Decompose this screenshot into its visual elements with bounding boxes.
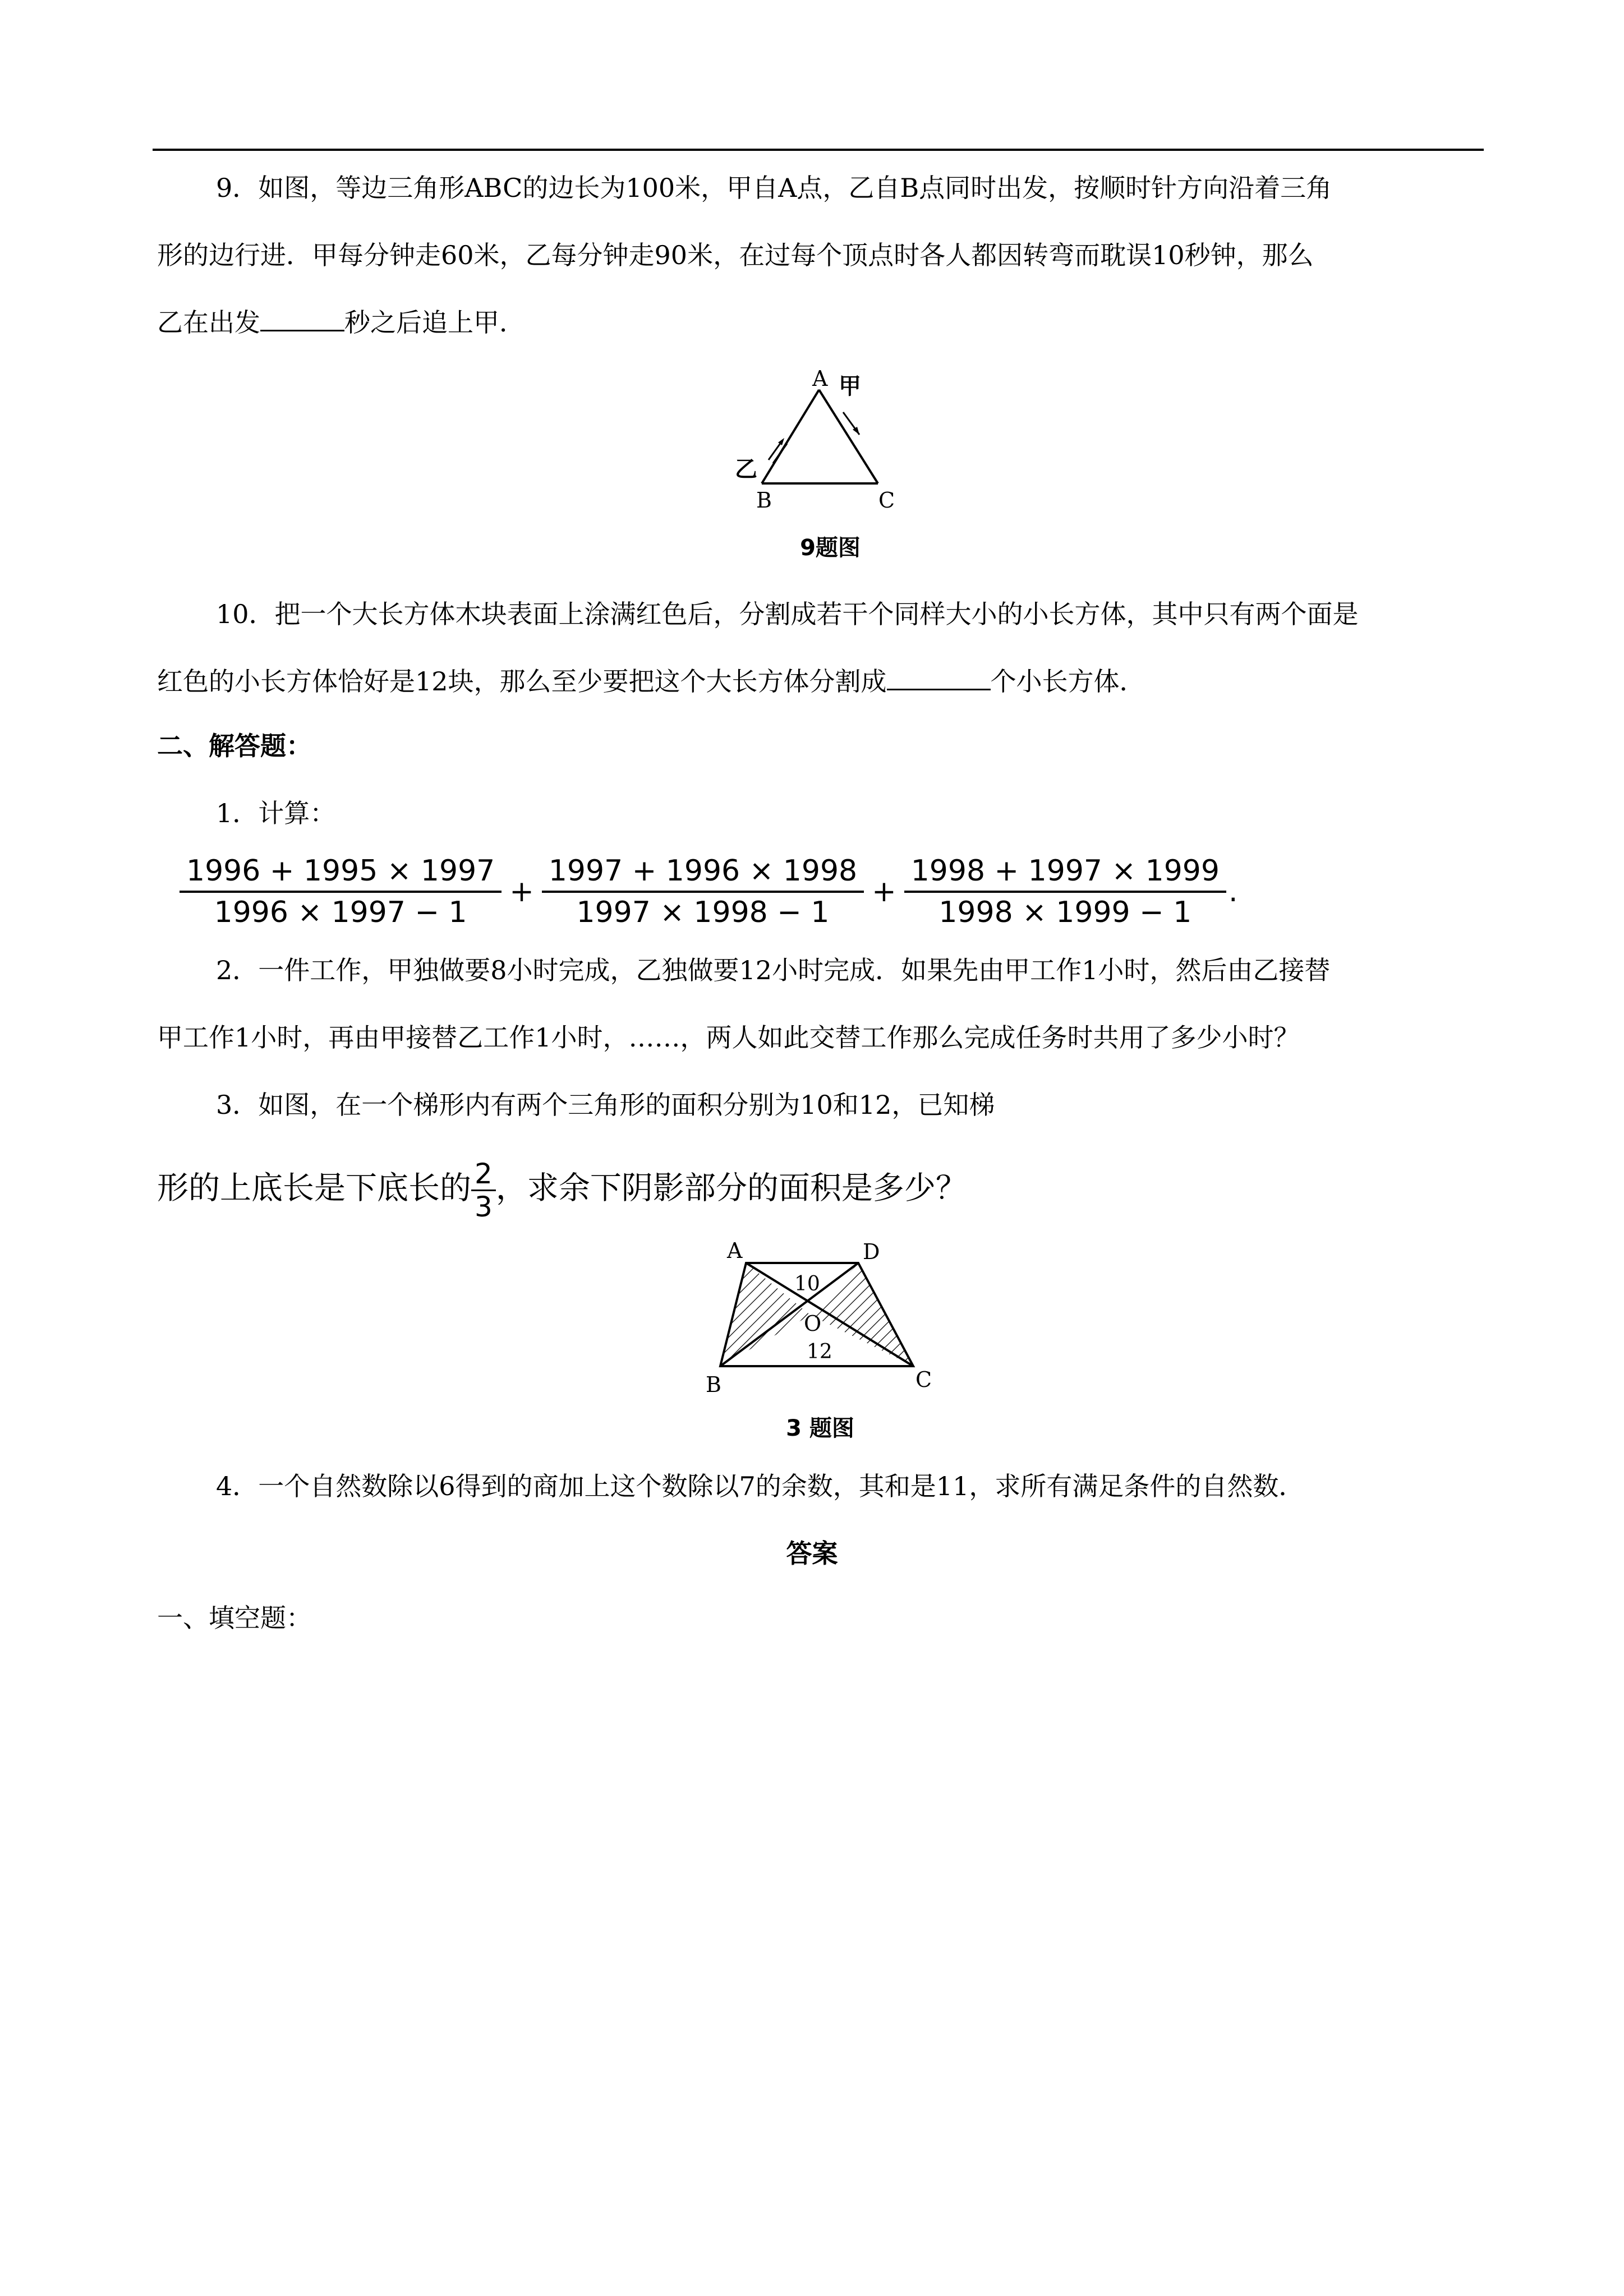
fraction-denominator: 1998 × 1999 − 1 xyxy=(938,896,1192,929)
q9-label-yi: 乙 xyxy=(735,457,757,482)
p1-title: 1．计算： xyxy=(216,798,336,828)
p3-area-bottom: 12 xyxy=(807,1340,832,1363)
p3-label-c: C xyxy=(915,1367,932,1392)
q9-triangle-figure xyxy=(712,365,914,522)
p4-line1: 4．一个自然数除以6得到的商加上这个数除以7的余数，其和是11，求所有满足条件的自然数． xyxy=(216,1471,1305,1501)
q10-line1: 10．把一个大长方体木块表面上涂满红色后，分割成若干个同样大小的小长方体，其中只有两个面是 xyxy=(216,599,1359,629)
q9-label-jia: 甲 xyxy=(839,374,861,399)
fraction-numerator: 1998 + 1997 × 1999 xyxy=(904,851,1226,893)
p1-fraction-1 xyxy=(180,851,502,932)
q9-figure-caption: 9题图 xyxy=(800,535,861,561)
header-rule xyxy=(153,149,1484,151)
p3-trapezoid-figure xyxy=(696,1237,942,1399)
p3-line2-pre: 形的上底长是下底长的 xyxy=(157,1170,471,1207)
p1-expression xyxy=(180,851,1240,932)
q9-line3-post: 秒之后追上甲． xyxy=(344,307,525,338)
p3-label-b: B xyxy=(706,1372,721,1397)
q9-line3 xyxy=(157,306,525,339)
q9-answer-blank xyxy=(260,307,344,331)
answers-section1: 一、填空题： xyxy=(157,1603,312,1633)
fraction-numerator: 2 xyxy=(471,1158,496,1191)
plus-sign: + xyxy=(509,875,534,909)
q10-answer-blank xyxy=(887,666,991,690)
q10-line2 xyxy=(157,665,1145,698)
triangle-side-ac xyxy=(819,390,878,483)
fraction-denominator: 1997 × 1998 − 1 xyxy=(576,896,830,929)
q9-line2: 形的边行进．甲每分钟走60米，乙每分钟走90米，在过每个顶点时各人都因转弯而耽误10秒钟，那么 xyxy=(157,240,1314,270)
p1-fraction-2 xyxy=(542,851,864,932)
p3-label-a: A xyxy=(727,1238,743,1263)
fraction-numerator: 1996 + 1995 × 1997 xyxy=(180,851,502,893)
fraction-numerator: 1997 + 1996 × 1998 xyxy=(542,851,864,893)
fraction-denominator: 1996 × 1997 − 1 xyxy=(214,896,467,929)
expression-end: . xyxy=(1228,875,1238,909)
answers-title: 答案 xyxy=(786,1538,838,1569)
yi-arrow-2 xyxy=(773,444,787,463)
p3-line1: 3．如图，在一个梯形内有两个三角形的面积分别为10和12，已知梯 xyxy=(216,1090,995,1120)
section2-title: 二、解答题： xyxy=(157,731,312,761)
p3-area-top: 10 xyxy=(794,1273,820,1295)
p3-fraction xyxy=(471,1158,496,1223)
p1-fraction-3 xyxy=(904,851,1226,932)
plus-sign: + xyxy=(872,875,896,909)
q10-line2-pre: 红色的小长方体恰好是12块，那么至少要把这个大长方体分割成 xyxy=(157,666,887,697)
p3-figure-caption: 3 题图 xyxy=(786,1416,854,1441)
fraction-denominator: 3 xyxy=(475,1191,493,1223)
p2-line1: 2．一件工作，甲独做要8小时完成，乙独做要12小时完成．如果先由甲工作1小时，然后由乙接替 xyxy=(216,955,1331,985)
q10-line2-post: 个小长方体． xyxy=(990,666,1145,697)
triangle-side-ab xyxy=(762,390,819,483)
p3-label-d: D xyxy=(863,1239,880,1264)
q9-line1: 9．如图，等边三角形ABC的边长为100米，甲自A点，乙自B点同时出发，按顺时针方向沿着三角 xyxy=(216,173,1332,203)
p3-label-o: O xyxy=(804,1311,822,1336)
p3-line2 xyxy=(157,1158,967,1223)
p3-line2-post: ，求余下阴影部分的面积是多少？ xyxy=(495,1170,967,1207)
p2-line2: 甲工作1小时，再由甲接替乙工作1小时，……，两人如此交替工作那么完成任务时共用了多少小时？ xyxy=(157,1022,1300,1053)
q9-label-a: A xyxy=(812,366,828,391)
q9-label-b: B xyxy=(756,488,772,513)
q9-label-c: C xyxy=(878,488,895,513)
q9-line3-pre: 乙在出发 xyxy=(157,307,260,338)
